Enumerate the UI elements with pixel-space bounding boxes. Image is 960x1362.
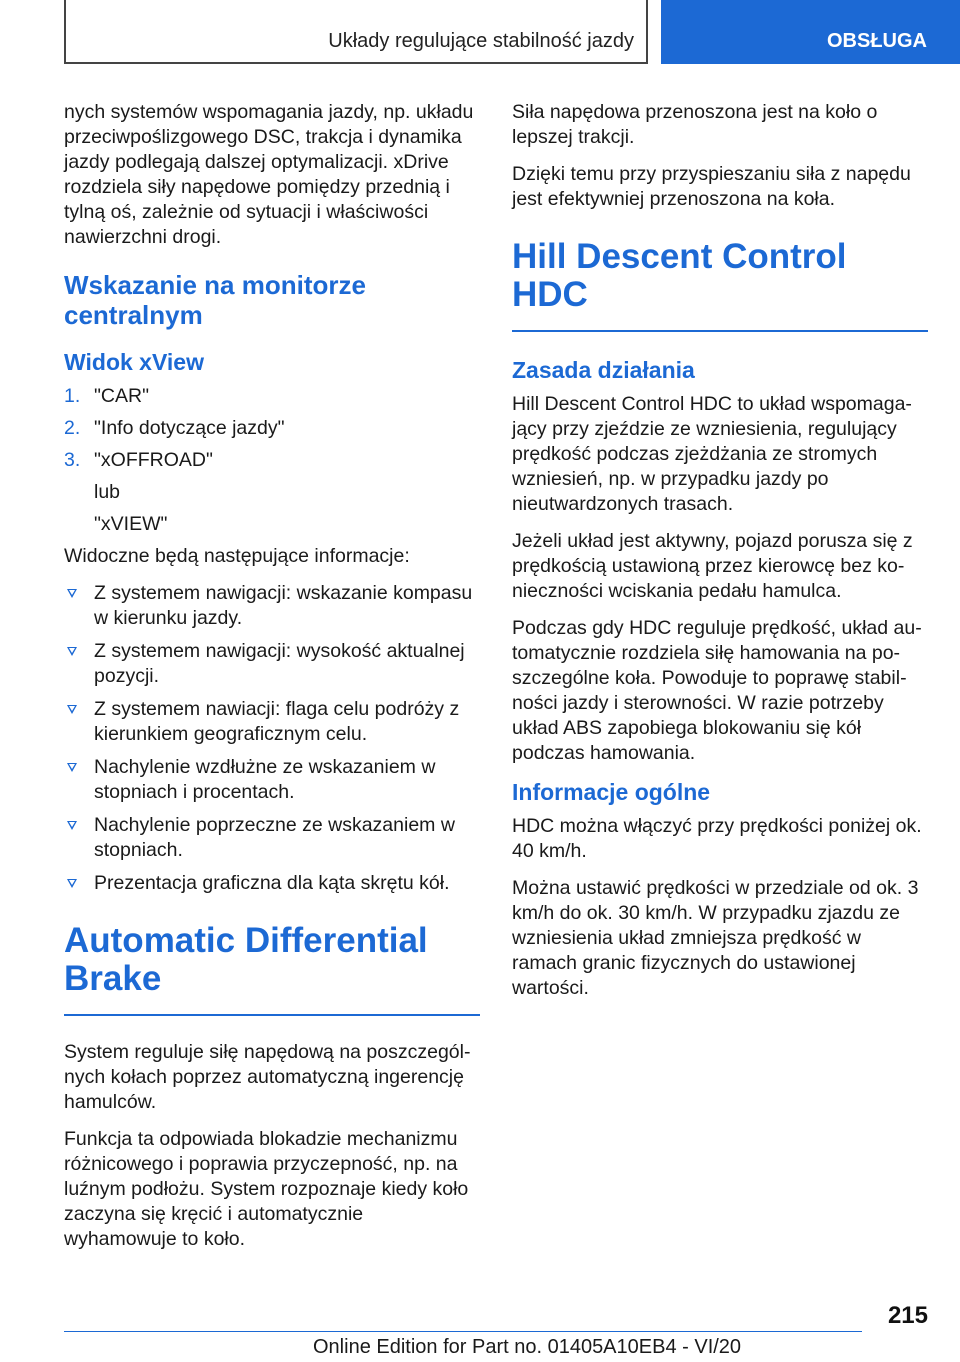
subheading-general: Informacje ogólne <box>512 779 711 805</box>
footer-divider <box>64 1331 862 1332</box>
step3-alt: "xVIEW" <box>94 513 168 535</box>
intro-paragraph: nych systemów wspomagania jazdy, np. układu przeciwpoślizgowego DSC, trakcja i dynamika jazdy podlegają dalszej optymalizacji. xDrive rozdziela siły napędowe pomiędzy przednią i tylną oś, zależnie od sytuacji i właściwości nawierzchni drogi. <box>64 101 474 248</box>
bullet-triangle-icon <box>67 879 77 888</box>
principle-paragraph-1: Hill Descent Control HDC to układ wspomagający przy zjeździe ze wzniesienia, regulujący prędkość podczas zjeżdżania ze stromych wzniesień, np. w przypadku jazdy po nieutwardzonych trasach. <box>512 393 912 515</box>
bullet-triangle-icon <box>67 821 77 830</box>
list-item <box>64 448 480 473</box>
info-bullets <box>64 581 480 896</box>
heading-adb: Automatic Differential Brake <box>64 922 480 1016</box>
list-item <box>64 581 480 631</box>
list-item <box>64 755 480 805</box>
list-item <box>64 813 480 863</box>
adb-paragraph-2: Funkcja ta odpowiada blokadzie mechanizmu różnicowego i poprawia przyczepność, np. na luźnym podłożu. System rozpoznaje kiedy koło zaczyna się kręcić i automatycznie wyhamowuje to koło. <box>64 1128 469 1250</box>
header-chapter-box <box>64 0 648 64</box>
list-item <box>64 416 480 441</box>
step-number: 2. <box>64 417 81 439</box>
bullet-text: Nachylenie wzdłużne ze wskazaniem w stopniach i procentach. <box>94 756 436 803</box>
heading-hdc: Hill Descent Control HDC <box>512 238 928 332</box>
bullet-triangle-icon <box>67 589 77 598</box>
visible-info-intro: Widoczne będą następujące informacje: <box>64 545 410 567</box>
page-number: 215 <box>887 1302 928 1329</box>
bullet-triangle-icon <box>67 763 77 772</box>
traction-paragraph-1: Siła napędowa przenoszona jest na koło o lepszej trakcji. <box>512 101 878 148</box>
step-number: 3. <box>64 449 81 471</box>
chapter-title: Układy regulujące stabilność jazdy <box>328 30 634 52</box>
general-paragraph-2: Można ustawić prędkości w przedziale od ok. 3 km/h do ok. 30 km/h. W przypadku zjazdu ze wzniesienia układ zmniejsza prędkość w ramach granic fizycznych do ustawionej wartości. <box>512 877 919 999</box>
subheading-xview: Widok xView <box>64 349 204 375</box>
bullet-text: Prezentacja graficzna dla kąta skrętu kół. <box>94 872 450 894</box>
footer-edition: Online Edition for Part no. 01405A10EB4 - VI/20 <box>313 1336 742 1358</box>
bullet-triangle-icon <box>67 647 77 656</box>
bullet-text: Nachylenie poprzeczne ze wskazaniem w stopniach. <box>94 814 455 861</box>
section-label: OBSŁUGA <box>827 30 927 52</box>
subheading-principle: Zasada działania <box>512 357 695 383</box>
list-item <box>64 697 480 747</box>
step-text: "Info dotyczące jazdy" <box>94 417 285 439</box>
step-text: "CAR" <box>94 385 150 407</box>
header-section-tab[interactable] <box>661 0 960 64</box>
step3-or: lub <box>94 481 121 503</box>
list-item <box>64 384 480 409</box>
list-item <box>64 639 480 689</box>
principle-paragraph-3: Podczas gdy HDC reguluje prędkość, układ automatycznie rozdziela siłę hamowania na poszczególne koła. Powoduje to poprawę stabilności jazdy i sterowności. W razie potrzeby układ ABS zapobiega blokowaniu się kół podczas hamowania. <box>512 617 922 764</box>
bullet-text: Z systemem nawigacji: wskazanie kompasu w kierunku jazdy. <box>94 582 473 629</box>
bullet-text: Z systemem nawiacji: flaga celu podróży z kierunkiem geograficznym celu. <box>94 698 460 745</box>
adb-paragraph-1: System reguluje siłę napędową na poszczególnych kołach poprzez automatyczną ingerencję hamulców. <box>64 1041 471 1113</box>
general-paragraph-1: HDC można włączyć przy prędkości poniżej ok. 40 km/h. <box>512 815 922 862</box>
bullet-triangle-icon <box>67 705 77 714</box>
step-number: 1. <box>64 385 81 407</box>
list-item <box>64 871 480 896</box>
right-column <box>512 100 928 1013</box>
principle-paragraph-2: Jeżeli układ jest aktywny, pojazd porusza się z prędkością ustawioną przez kierowcę bez konieczności wciskania pedału hamulca. <box>512 530 913 602</box>
bullet-text: Z systemem nawigacji: wysokość aktualnej pozycji. <box>94 640 465 687</box>
left-column <box>64 100 480 1264</box>
steps-list <box>64 384 480 473</box>
traction-paragraph-2: Dzięki temu przy przyspieszaniu siła z napędu jest efektywniej przenoszona na koła. <box>512 163 911 210</box>
heading-display: Wskazanie na monitorze centralnym <box>64 270 366 330</box>
step-text: "xOFFROAD" <box>94 449 213 471</box>
